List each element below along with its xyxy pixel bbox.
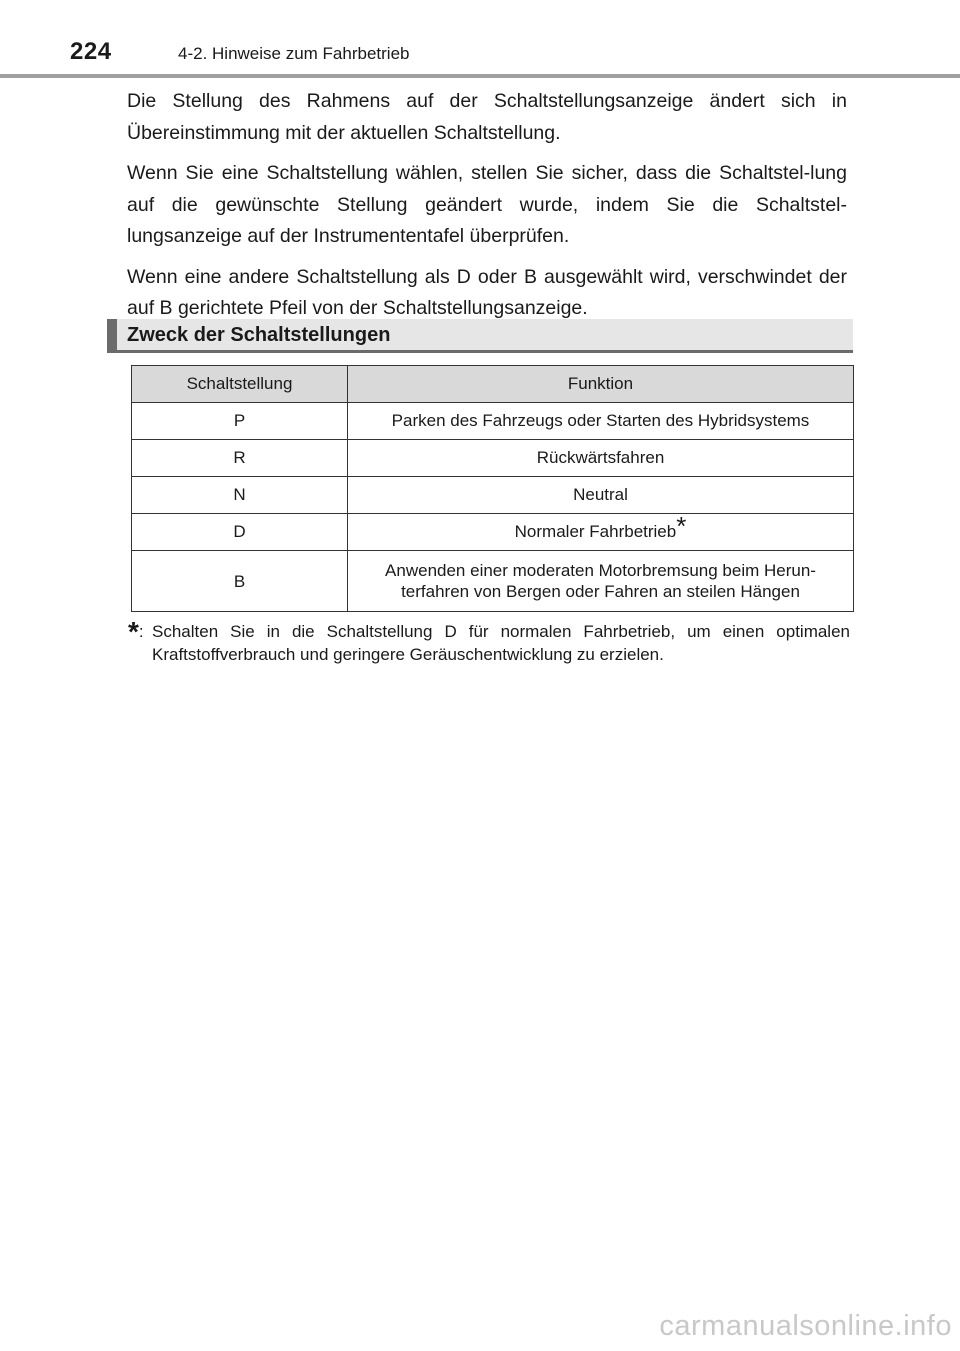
footnote	[128, 616, 850, 666]
header-rule	[0, 74, 960, 78]
paragraph: Wenn Sie eine Schaltstellung wählen, stellen Sie sicher, dass die Schaltstel-lung auf die gewünschte Stellung geändert wurde, indem Sie die Schaltstel-lungsanzeige auf der Instrumententafel überprüfen.	[127, 162, 847, 247]
section-heading-text: Zweck der Schaltstellungen	[127, 324, 391, 346]
footnote-star: *	[128, 616, 139, 647]
position-cell: P	[132, 403, 348, 440]
section-title: 4-2. Hinweise zum Fahrbetrieb	[178, 44, 410, 63]
footnote-text: Schalten Sie in die Schaltstellung D für normalen Fahrbetrieb, um einen optimalen Kraftstoffverbrauch und geringere Geräuschentwicklung zu erzielen.	[152, 622, 850, 664]
table-row	[132, 514, 854, 551]
position-cell: N	[132, 477, 348, 514]
section-heading	[107, 319, 853, 353]
shift-position-table	[131, 365, 854, 612]
body-text	[127, 86, 847, 334]
table-row	[132, 403, 854, 440]
column-header: Funktion	[348, 366, 854, 403]
page-header	[0, 0, 960, 80]
function-text: Normaler Fahrbetrieb	[514, 522, 677, 541]
position-cell: B	[132, 551, 348, 612]
paragraph: Die Stellung des Rahmens auf der Schaltstellungsanzeige ändert sich in Übereinstimmung mit der aktuellen Schaltstellung.	[127, 90, 847, 144]
position-cell: D	[132, 514, 348, 551]
column-header: Schaltstellung	[132, 366, 348, 403]
page-number: 224	[70, 38, 112, 65]
function-cell: Rückwärtsfahren	[348, 440, 854, 477]
function-cell: Neutral	[348, 477, 854, 514]
watermark: carmanualsonline.info	[659, 1310, 952, 1342]
table-row	[132, 440, 854, 477]
paragraph: Wenn eine andere Schaltstellung als D oder B ausgewählt wird, verschwindet der auf B gerichtete Pfeil von der Schaltstellungsanzeige.	[127, 265, 847, 319]
function-cell	[348, 511, 854, 551]
table-row	[132, 477, 854, 514]
table-header-row	[132, 366, 854, 403]
footnote-marker: *:	[128, 616, 144, 647]
function-cell: Anwenden einer moderaten Motorbremsung beim Herun-terfahren von Bergen oder Fahren an steilen Hängen	[348, 551, 854, 612]
function-cell: Parken des Fahrzeugs oder Starten des Hybridsystems	[348, 403, 854, 440]
footnote-marker: *	[676, 511, 687, 541]
position-cell: R	[132, 440, 348, 477]
table-row	[132, 551, 854, 612]
